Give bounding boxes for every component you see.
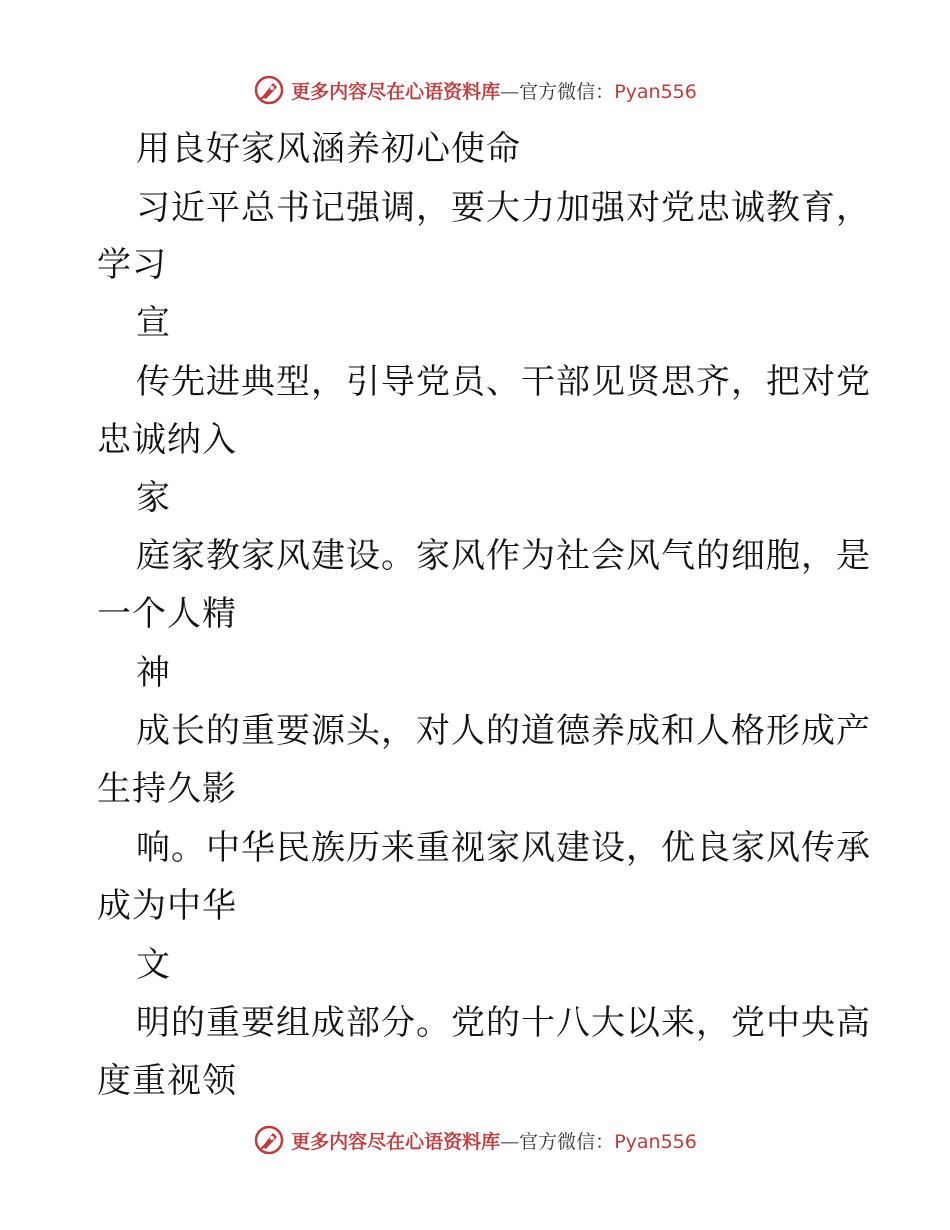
- paragraph-line: 忠诚纳入: [97, 420, 237, 460]
- paragraph-line: 明的重要组成部分。党的十八大以来，党中央高: [136, 1003, 871, 1043]
- paragraph-line: 度重视领: [97, 1061, 237, 1101]
- banner-wechat-label: 官方微信：: [519, 1130, 615, 1153]
- header-watermark-banner: [0, 70, 950, 110]
- pen-nib-logo-icon: [253, 74, 285, 106]
- banner-site-name: 更多内容尽在心语资料库: [291, 80, 501, 103]
- banner-wechat-id: Pyan556: [614, 1130, 697, 1153]
- paragraph-line: 生持久影: [97, 769, 237, 809]
- paragraph-line: 一个人精: [97, 594, 237, 634]
- paragraph-line: 神: [136, 653, 171, 693]
- banner-separator: —: [500, 80, 520, 103]
- footer-watermark-banner: [0, 1120, 950, 1160]
- pen-nib-logo-icon: [253, 1124, 285, 1156]
- document-title: 用良好家风涵养初心使命: [136, 129, 521, 169]
- paragraph-line: 宣: [136, 303, 171, 343]
- paragraph-line: 学习: [97, 245, 167, 285]
- banner-separator: —: [500, 1130, 520, 1153]
- paragraph-line: 庭家教家风建设。家风作为社会风气的细胞，是: [136, 536, 871, 576]
- banner-wechat-id: Pyan556: [614, 80, 697, 103]
- paragraph-line: 成为中华: [97, 886, 237, 926]
- paragraph-line: 文: [136, 945, 171, 985]
- banner-wechat-label: 官方微信：: [519, 80, 615, 103]
- paragraph-line: 习近平总书记强调，要大力加强对党忠诚教育，: [136, 188, 871, 228]
- banner-text: [291, 1127, 697, 1154]
- paragraph-line: 传先进典型，引导党员、干部见贤思齐，把对党: [136, 362, 871, 402]
- banner-text: [291, 77, 697, 104]
- banner-site-name: 更多内容尽在心语资料库: [291, 1130, 501, 1153]
- paragraph-line: 成长的重要源头，对人的道德养成和人格形成产: [136, 711, 871, 751]
- paragraph-line: 响。中华民族历来重视家风建设，优良家风传承: [136, 828, 871, 868]
- paragraph-line: 家: [136, 478, 171, 518]
